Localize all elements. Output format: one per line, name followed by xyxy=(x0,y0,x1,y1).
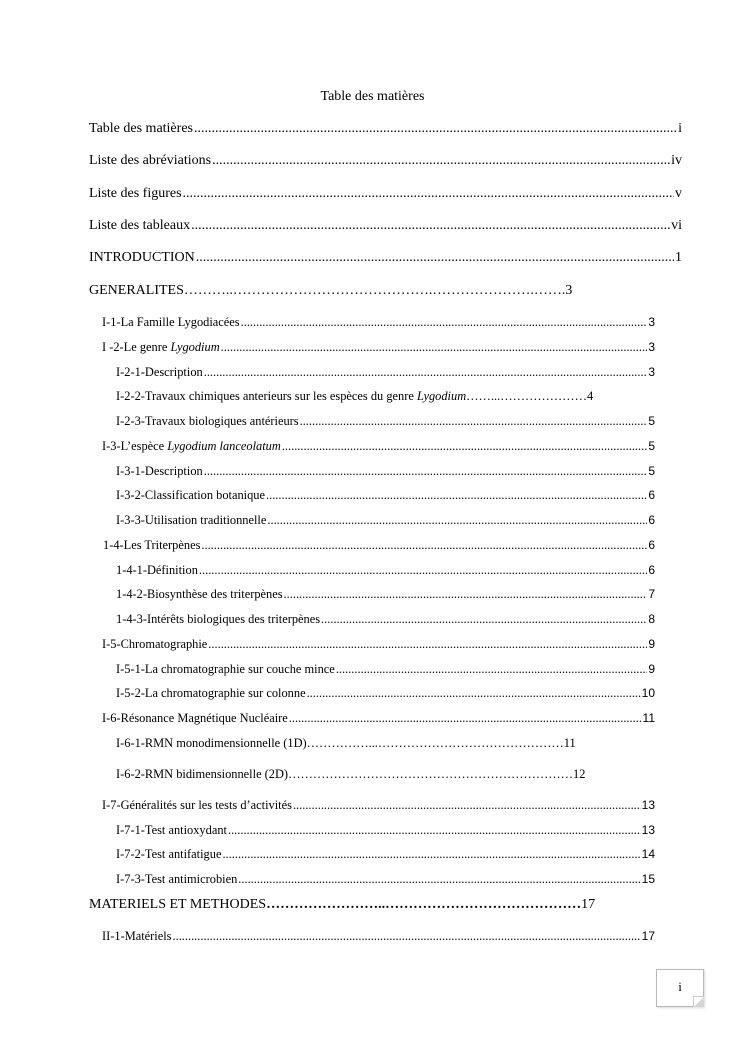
dot-leader xyxy=(284,587,648,602)
toc-entry[interactable] xyxy=(116,847,655,862)
toc-entry-page: 13 xyxy=(641,798,655,812)
toc-entry-label: I-7-Généralités sur les tests d’activités xyxy=(102,798,292,812)
toc-entry[interactable] xyxy=(102,798,655,813)
toc-entry-label: I-6-Résonance Magnétique Nucléaire xyxy=(102,711,288,725)
dot-leader xyxy=(228,823,641,838)
toc-entry[interactable] xyxy=(116,872,655,887)
toc-entry[interactable] xyxy=(116,587,655,602)
toc-entry-label: I-7-2-Test antifatigue xyxy=(116,847,222,861)
toc-entry-page: 17 xyxy=(581,897,596,912)
toc-entry-label: I-2-3-Travaux biologiques antérieurs xyxy=(116,414,299,428)
toc-entry[interactable] xyxy=(116,389,654,404)
toc-entry-page: 5 xyxy=(648,464,655,478)
toc-entry-label: I-1-La Famille Lygodiacées xyxy=(102,315,240,329)
toc-entry-label: I-7-1-Test antioxydant xyxy=(116,823,227,837)
dot-leader xyxy=(199,563,647,578)
dot-leader xyxy=(321,612,647,627)
toc-entry-page: 5 xyxy=(648,414,655,428)
italic-genus: Lygodium xyxy=(170,340,220,354)
toc-entry[interactable] xyxy=(89,121,682,137)
dot-leader xyxy=(212,153,670,169)
dot-leader xyxy=(208,637,647,652)
toc-entry[interactable] xyxy=(116,464,655,479)
toc-entry-page: 6 xyxy=(648,563,655,577)
toc-entry-label: I-2-1-Description xyxy=(116,365,203,379)
italic-genus: Lygodium xyxy=(416,389,467,403)
toc-entry-page: 6 xyxy=(648,513,655,527)
toc-entry-label: I-5-1-La chromatographie sur couche mince xyxy=(116,662,335,676)
toc-entry-label: I -2-Le genre Lygodium xyxy=(102,340,220,354)
dot-leader xyxy=(183,186,674,202)
dot-leader xyxy=(194,121,677,137)
toc-entry[interactable] xyxy=(116,662,655,677)
toc-entry[interactable] xyxy=(102,929,655,944)
toc-entry-label: 1-4-Les Triterpènes xyxy=(103,538,201,552)
toc-entry-label: GENERALITES xyxy=(89,283,184,298)
toc-entry[interactable] xyxy=(116,513,655,528)
toc-entry-label: 1-4-2-Biosynthèse des triterpènes xyxy=(116,587,283,601)
toc-entry-label: I-3-1-Description xyxy=(116,464,203,478)
dot-leader xyxy=(204,464,648,479)
dot-leader xyxy=(201,538,647,553)
dot-leader xyxy=(241,315,648,330)
dot-leader xyxy=(191,218,670,234)
toc-entry-page: vi xyxy=(671,218,682,233)
toc-entry[interactable] xyxy=(102,315,655,330)
toc-entry-label: I-3-3-Utilisation traditionnelle xyxy=(116,513,267,527)
toc-entry[interactable] xyxy=(116,823,655,838)
toc-entry-label: INTRODUCTION xyxy=(89,250,195,265)
document-title: Table des matières xyxy=(320,89,425,104)
toc-entry[interactable] xyxy=(102,439,655,454)
toc-entry-page: 9 xyxy=(648,637,655,651)
folded-corner xyxy=(693,996,704,1007)
toc-entry-label: I-5-Chromatographie xyxy=(102,637,208,651)
toc-entry-label: Liste des figures xyxy=(89,186,182,201)
toc-entry-label: Liste des tableaux xyxy=(89,218,191,233)
toc-entry-page: 11 xyxy=(642,711,655,725)
toc-entry[interactable] xyxy=(116,365,655,380)
dot-leader xyxy=(293,798,641,813)
dot-leader xyxy=(204,365,648,380)
toc-entry-label: I-5-2-La chromatographie sur colonne xyxy=(116,686,306,700)
toc-entry[interactable] xyxy=(116,736,654,751)
dot-leader xyxy=(282,439,648,454)
toc-entry-label: Liste des abréviations xyxy=(89,153,212,168)
toc-entry-label: I-2-2-Travaux chimiques anterieurs sur les espèces du genre Lygodium xyxy=(116,389,467,403)
dot-leader xyxy=(266,488,647,503)
toc-entry[interactable] xyxy=(102,340,655,355)
toc-entry[interactable] xyxy=(116,563,655,578)
toc-entry-page: iv xyxy=(671,153,682,168)
dot-leader xyxy=(196,250,674,266)
toc-entry[interactable] xyxy=(89,283,655,299)
toc-entry-page: v xyxy=(675,186,682,201)
page-number-box xyxy=(656,969,704,1007)
toc-entry[interactable] xyxy=(102,637,655,652)
toc-entry-label: I-7-3-Test antimicrobien xyxy=(116,872,238,886)
toc-entry-page: 3 xyxy=(648,340,655,354)
toc-entry-page: 7 xyxy=(648,587,655,601)
toc-entry-page: 15 xyxy=(641,872,655,886)
toc-entry[interactable] xyxy=(89,218,682,234)
toc-entry[interactable] xyxy=(102,711,655,726)
ellipsis-leader: ……………...……………………………………… xyxy=(306,736,564,750)
toc-entry-label: II-1-Matériels xyxy=(102,929,172,943)
toc-entry-label: I-6-2-RMN bidimensionnelle (2D) xyxy=(116,767,289,781)
toc-entry-page: 6 xyxy=(648,488,655,502)
toc-entry-page: 1 xyxy=(675,250,682,265)
toc-entry-page: 10 xyxy=(641,686,655,700)
page-number: i xyxy=(678,979,682,994)
toc-entry-label: I-6-1-RMN monodimensionnelle (1D) xyxy=(116,736,307,750)
toc-entry-page: i xyxy=(678,121,682,136)
toc-entry-label: Table des matières xyxy=(89,121,193,136)
toc-entry-page: 3 xyxy=(648,315,655,329)
dot-leader xyxy=(222,847,640,862)
toc-entry-label: I-3-L’espèce Lygodium lanceolatum xyxy=(102,439,281,453)
toc-entry[interactable] xyxy=(116,612,655,627)
toc-entry-page: 17 xyxy=(641,929,655,943)
dot-leader xyxy=(289,711,642,726)
toc-entry[interactable] xyxy=(116,414,655,429)
toc-entry-page: 11 xyxy=(563,736,576,750)
toc-entry-page: 3 xyxy=(648,365,655,379)
dot-leader xyxy=(336,662,648,677)
dot-leader xyxy=(267,513,647,528)
ellipsis-leader: …………………………………………………………… xyxy=(288,767,574,781)
toc-entry[interactable] xyxy=(89,153,682,169)
dot-leader xyxy=(300,414,648,429)
toc-entry-page: 5 xyxy=(648,439,655,453)
toc-entry-page: 9 xyxy=(648,662,655,676)
toc-entry[interactable] xyxy=(103,538,655,553)
toc-entry[interactable] xyxy=(116,767,654,782)
toc-entry-label: 1-4-1-Définition xyxy=(116,563,198,577)
toc-entry[interactable] xyxy=(116,488,655,503)
toc-entry[interactable] xyxy=(89,186,682,202)
toc-entry[interactable] xyxy=(89,897,655,913)
dot-leader xyxy=(307,686,641,701)
toc-entry-page: 14 xyxy=(641,847,655,861)
toc-entry-page: 8 xyxy=(648,612,655,626)
ellipsis-leader: ……...………………… xyxy=(466,389,587,403)
toc-entry-page: 3 xyxy=(565,283,573,298)
dot-leader xyxy=(173,929,641,944)
toc-entry-page: 4 xyxy=(586,389,594,403)
ellipsis-leader: ………..…………………………………….………………….……. xyxy=(183,283,566,298)
toc-entry-page: 6 xyxy=(648,538,655,552)
toc-entry-page: 12 xyxy=(573,767,586,781)
toc-entry-page: 13 xyxy=(641,823,655,837)
toc-entry-label: I-3-2-Classification botanique xyxy=(116,488,265,502)
ellipsis-leader: ……………………..…………………………………… xyxy=(266,897,582,912)
toc-entry[interactable] xyxy=(116,686,655,701)
dot-leader xyxy=(238,872,640,887)
dot-leader xyxy=(221,340,648,355)
toc-entry-label: MATERIELS ET METHODES xyxy=(89,897,267,912)
toc-entry[interactable] xyxy=(89,250,682,266)
italic-species: Lygodium lanceolatum xyxy=(167,439,281,453)
toc-entry-label: 1-4-3-Intérêts biologiques des triterpènes xyxy=(116,612,321,626)
